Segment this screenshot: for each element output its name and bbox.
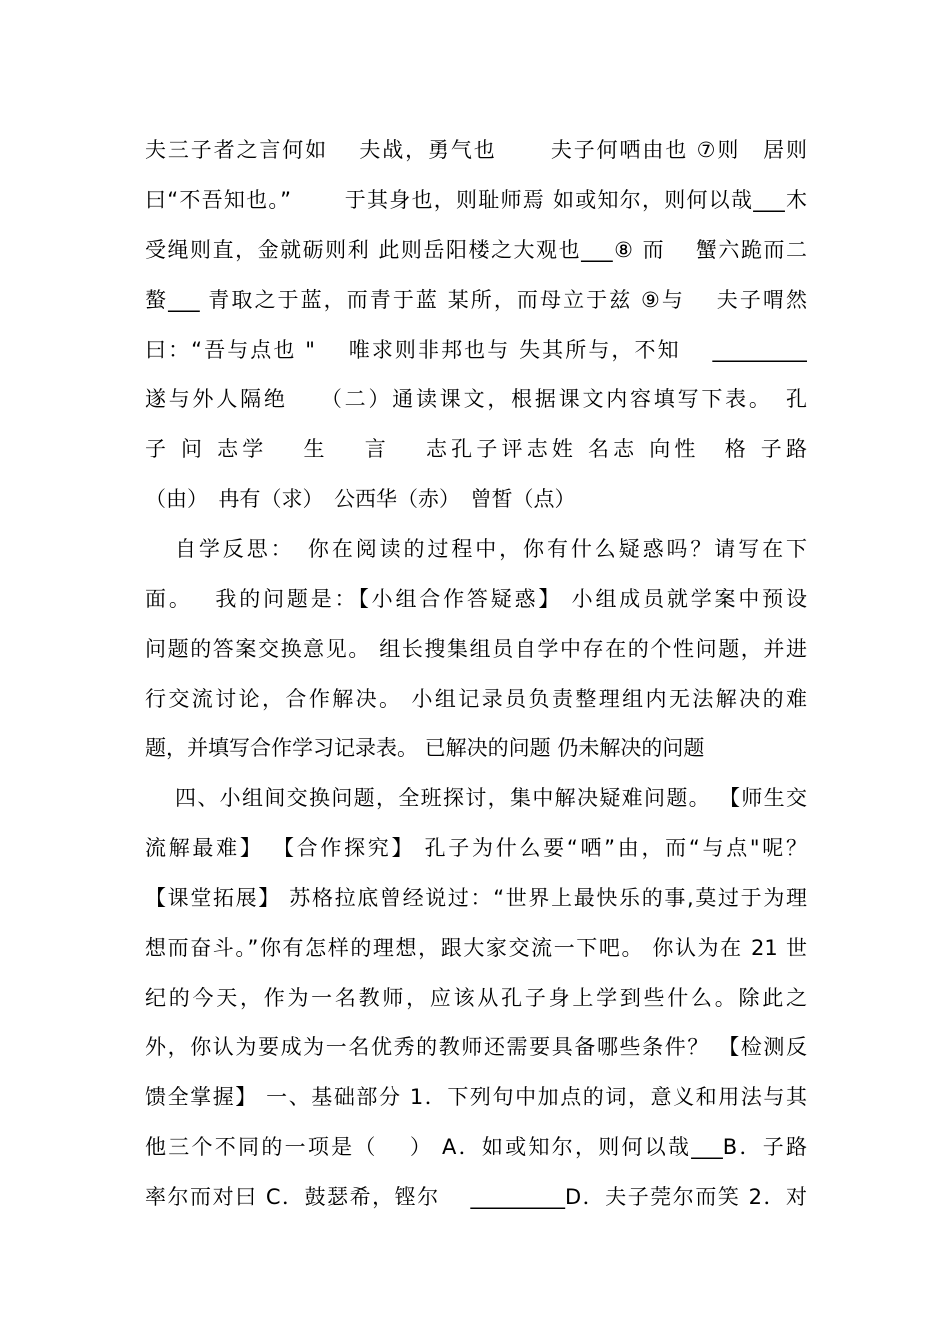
text-line-9: 自学反思： 你在阅读的过程中，你有什么疑惑吗？请写在下 [175, 537, 807, 561]
text-line-19: 外，你认为要成为一名优秀的教师还需要具备哪些条件？ 【检测反 [145, 1035, 807, 1059]
text-line-22: 率尔而对曰 C．鼓瑟希，铿尔 _________D．夫子莞尔而笑 2．对 [145, 1185, 807, 1209]
text-line-21: 他三个不同的一项是（ ） A．如或知尔，则何以哉___B．子路 [145, 1135, 807, 1159]
text-line-1: 夫三子者之言何如 夫战，勇气也 夫子何哂由也 ⑦则 居则 [145, 138, 807, 162]
text-line-5: 曰：“吾与点也 " 唯求则非邦也与 失其所与，不知 _________ [145, 338, 807, 362]
text-line-3: 受绳则直，金就砺则利 此则岳阳楼之大观也___⑧ 而 蟹六跪而二 [145, 238, 807, 262]
text-line-15: 流解最难】 【合作探究】 孔子为什么要“哂”由，而“与点"呢？ [145, 836, 807, 860]
text-line-18: 纪的今天，作为一名教师，应该从孔子身上学到些什么。除此之 [145, 986, 807, 1010]
text-line-20: 馈全掌握】 一、基础部分 1．下列句中加点的词，意义和用法与其 [145, 1085, 807, 1109]
text-line-17: 想而奋斗。”你有怎样的理想，跟大家交流一下吧。 你认为在 21 世 [145, 936, 807, 960]
text-line-16: 【课堂拓展】 苏格拉底曾经说过：“世界上最快乐的事,莫过于为理 [145, 886, 807, 910]
text-line-10: 面。 我的问题是：【小组合作答疑惑】 小组成员就学案中预设 [145, 587, 807, 611]
text-line-12: 行交流讨论，合作解决。 小组记录员负责整理组内无法解决的难 [145, 687, 807, 711]
text-line-11: 问题的答案交换意见。 组长搜集组员自学中存在的个性问题，并进 [145, 637, 807, 661]
text-line-7: 子 问 志学 生 言 志孔子评志姓 名志 向性 格 子路 [145, 437, 807, 461]
text-line-4: 螯___ 青取之于蓝，而青于蓝 某所，而母立于兹 ⑨与 夫子喟然 [145, 288, 807, 312]
text-line-2: 曰“不吾知也。” 于其身也，则耻师焉 如或知尔，则何以哉___木 [145, 188, 807, 212]
text-line-13: 题，并填写合作学习记录表。 已解决的问题 仍未解决的问题 [145, 736, 705, 760]
text-line-8: （由） 冉有（求） 公西华（赤） 曾皙（点） [145, 487, 576, 511]
text-line-6: 遂与外人隔绝 （二）通读课文，根据课文内容填写下表。 孔 [145, 387, 807, 411]
text-line-14: 四、小组间交换问题，全班探讨，集中解决疑难问题。 【师生交 [175, 786, 807, 810]
